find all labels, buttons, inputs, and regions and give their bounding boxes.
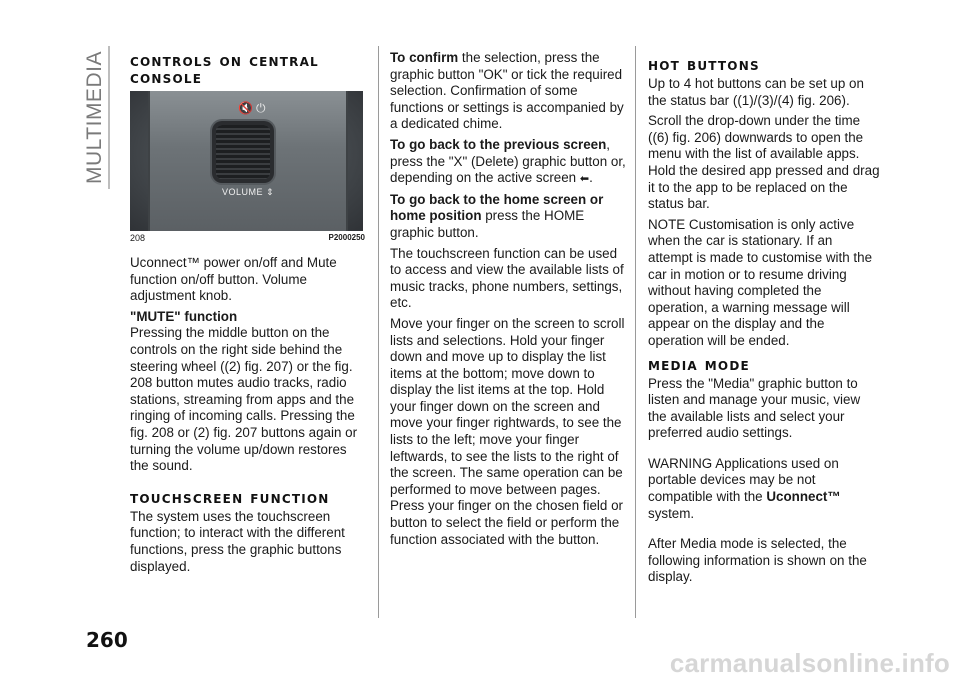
section-heading: hot buttons xyxy=(648,55,760,74)
column-1 xyxy=(130,52,365,579)
paragraph: To confirm the selection, press the graphic button "OK" or tick the required selection. Confirmation of some functions or settings is accompanied by a dedicated chime. xyxy=(390,50,624,132)
note-paragraph: NOTE Customisation is only active when the car is stationary. If an attempt is made to customise with the car in motion or to resume driving without having completed the operation, a warning message will appear on the display and the operation will be ended. xyxy=(648,216,873,348)
mute-icon: 🔇 xyxy=(238,101,253,115)
figure-number: 208 xyxy=(130,233,146,243)
paragraph: The system uses the touchscreen function; to interact with the different functions, press the graphic buttons displayed. xyxy=(130,508,345,574)
paragraph: To go back to the previous screen, press the "X" (Delete) graphic button or, depending on the active screen ⬅. xyxy=(390,136,626,186)
column-divider xyxy=(378,46,379,618)
paragraph: After Media mode is selected, the following information is shown on the display. xyxy=(648,536,867,585)
section-heading: controls on central console xyxy=(130,51,319,87)
paragraph: Up to 4 hot buttons can be set up on the status bar ((1)/(3)/(4) fig. 206). xyxy=(648,76,864,108)
paragraph: Scroll the drop-down under the time ((6) fig. 206) downwards to open the menu with the list of available apps. Hold the desired app pressed and drag it to the app to be replaced on the status bar. xyxy=(648,113,880,212)
page-number: 260 xyxy=(86,628,128,652)
paragraph: Move your finger on the screen to scroll lists and selections. Hold your finger down and move up to display the list items at the bottom; move down to display the list items at the top. Hold your finger down on the screen and move your finger rightwards, to see the lists to the left; move your finger leftwards, to see the lists to the right of the screen. The same operation can be performed to move between pages. Press your finger on the chosen field or button to select the field or perform the function associated with the button. xyxy=(390,315,625,547)
section-heading: media mode xyxy=(648,354,750,374)
power-icon: ⏻ xyxy=(256,101,266,115)
volume-knob xyxy=(216,125,270,179)
paragraph: Press the "Media" graphic button to listen and manage your music, view the available lists and select your preferred audio settings. xyxy=(648,375,861,441)
watermark: carmanualsonline.info xyxy=(669,648,950,678)
column-divider xyxy=(635,46,636,618)
section-heading: touchscreen function xyxy=(130,487,330,507)
figure-caption xyxy=(130,233,365,243)
column-3 xyxy=(648,56,880,590)
paragraph: Uconnect™ power on/off and Mute function on/off button. Volume adjustment knob. xyxy=(130,255,337,304)
figure-photo xyxy=(130,91,363,231)
column-2 xyxy=(390,50,626,552)
volume-label: VOLUME ⇕ xyxy=(222,187,275,197)
section-tab-rule xyxy=(108,46,110,189)
warning-paragraph: WARNING Applications used on portable devices may be not compatible with the Uconnect™ system. xyxy=(648,455,841,521)
paragraph: Pressing the middle button on the controls on the right side behind the steering wheel ((2) fig. 207) or the fig. 208 button mutes audio tracks, radio stations, streaming from apps and the ringing of incoming calls. Pressing the fig. 208 or (2) fig. 207 buttons again or turning the volume up/down restores the sound. xyxy=(130,325,358,474)
paragraph: The touchscreen function can be used to access and view the available lists of music tracks, phone numbers, settings, etc. xyxy=(390,245,624,311)
figure-code: P2000250 xyxy=(328,233,365,242)
subheading: "MUTE" function xyxy=(130,308,238,324)
paragraph: To go back to the home screen or home position press the HOME graphic button. xyxy=(390,191,604,240)
section-tab: MULTIMEDIA xyxy=(83,51,106,184)
back-arrow-icon: ⬅ xyxy=(579,173,590,186)
